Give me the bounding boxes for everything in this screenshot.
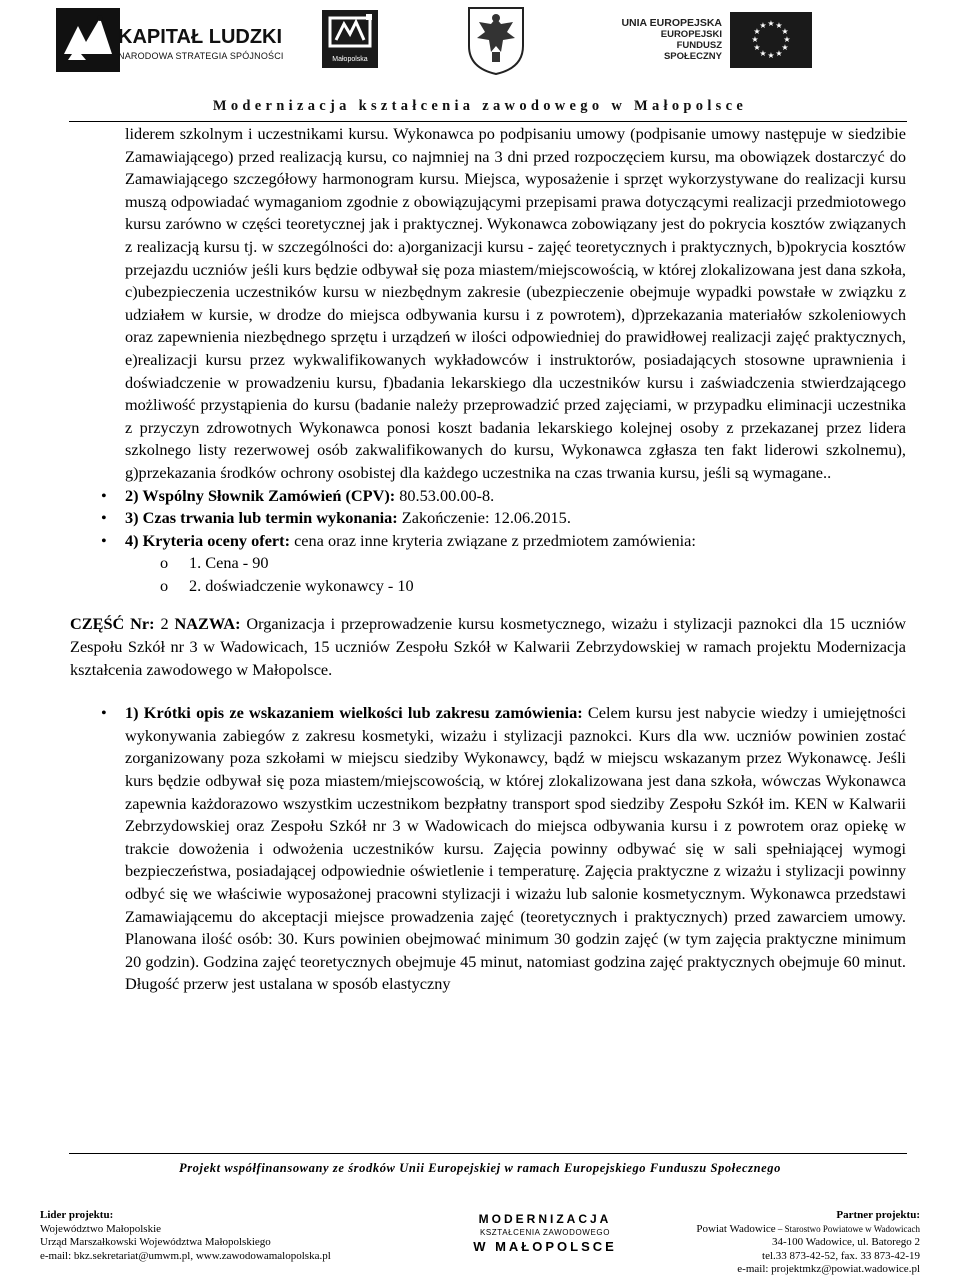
svg-text:★: ★	[775, 21, 783, 30]
eagle-crest-icon	[465, 4, 527, 76]
partner-line2: 34-100 Wadowice, ul. Batorego 2	[772, 1236, 920, 1248]
malopolska-logo	[322, 10, 378, 68]
partner-title: Partner projektu:	[836, 1209, 920, 1221]
criteria-label: 4) Kryteria oceny ofert:	[125, 530, 290, 550]
eu-logo	[620, 12, 820, 70]
svg-text:★: ★	[767, 19, 775, 28]
list-item-duration	[101, 507, 906, 530]
circle-bullet-icon: o	[160, 553, 169, 573]
partner-line1	[696, 1223, 920, 1237]
circle-bullet-icon: o	[160, 575, 169, 595]
bullet-icon: •	[101, 703, 107, 723]
bullet-icon: •	[101, 485, 107, 505]
spacer	[70, 681, 906, 702]
cofinancing-note: Projekt współfinansowany ze środków Unii Europejskiej w ramach Europejskiego Funduszu Społecznego	[178, 1161, 782, 1175]
bullet-icon: •	[101, 530, 107, 550]
criteria-value: cena oraz inne kryteria związane z przedmiotem zamówienia:	[290, 530, 696, 550]
svg-text:★: ★	[759, 21, 767, 30]
partner-line4: e-mail: projektmkz@powiat.wadowice.pl	[737, 1263, 920, 1275]
eu-logo-line1: UNIA EUROPEJSKA	[621, 17, 722, 29]
criteria-experience-text: 2. doświadczenie wykonawcy - 10	[189, 575, 414, 595]
footer-leader	[40, 1209, 331, 1263]
cpv-label: 2) Wspólny Słownik Zamówień (CPV):	[125, 485, 396, 505]
kapital-ludzki-logo	[56, 8, 284, 72]
svg-text:★: ★	[775, 49, 783, 58]
criteria-item-experience	[160, 575, 906, 598]
part-name-text: Organizacja i przeprowadzenie kursu kosmetycznego, wizażu i stylizacji paznokci dla 15 uczniów Zespołu Szkół nr 3 w Wadowicach, 15 uczniów Zespołu Szkół w Kalwarii Zebrzydowskiej w ramach projektu Modernizacja kształcenia zawodowego w Małopolsce.	[70, 614, 906, 679]
cpv-value: 80.53.00.00-8.	[395, 485, 495, 505]
project-logo-line2: KSZTAŁCENIA ZAWODOWEGO	[479, 1228, 611, 1237]
description-text: Celem kursu jest nabycie wiedzy i umiejętności wykonywania zabiegów z zakresu kosmetyki, wizażu i stylizacji paznokci. Kurs dla ww. uczniów powinien zostać zorganizowany poza szkołami w miejscu siedziby Wykonawcy, bądź w miejscu wskazanym przez Wykonawcę. Jeśli kurs będzie odbywał się poza miastem/miejscowością, w której zlokalizowana jest dana szkoła, wówczas Wykonawca zapewnia każdorazowo wszystkim uczestnikom bezpłatny transport spod siedziby Zespołu Szkół im. KEN w Kalwarii Zebrzydowskiej oraz Zespołu Szkół nr 3 w Wadowicach do miejsca odbywania kursu i z powrotem oraz opiekę w trakcie dowożenia i odwożenia uczestników kursu. Zajęcia powinny odbywać się w sali spełniającej wymogi bezpieczeństwa, posiadającej odpowiednie oświetlenie i temperaturę. Zajęcia praktyczne z wizażu i stylizacji powinny odbyć się we właściwie wyposażonej pracowni stylizacji i wizażu lub salonie kosmetycznym. Wykonawca przedstawi Zamawiającemu do akceptacji miejsce prowadzenia zajęć (teoretycznych i praktycznych) przed zawarciem umowy. Planowana ilość osób: 30. Kurs powinien obejmować minimum 30 godzin zajęć (w tym zajęcia praktyczne minimum 20 godzin). Godzina zajęć teoretycznych obejmuje 45 minut, natomiast godzina zajęć praktycznych obejmuje 60 minut. Długość przerw jest ustalana w sposób elastyczny	[125, 703, 907, 994]
list-item-cpv	[101, 485, 906, 508]
continuation-paragraph: liderem szkolnym i uczestnikami kursu. Wykonawca po podpisaniu umowy (podpisanie umowy następuje w siedzibie Zamawiającego) przed realizacją kursu, co najmniej na 3 dni przed rozpoczęciem kursu, ma obowiązek dostarczyć do Zamawiającego szczegółowy harmonogram kursu. Miejsca, wyposażenie i sprzęt wykorzystywane do realizacji kursu muszą odpowiadać wymaganiom zgodnie z obowiązującymi przepisami prawa dotyczącymi realizacji przedmiotowego kursu zarówno w części teoretycznej jak i praktycznej. Wykonawca zobowiązany jest do pokrycia kosztów związanych z realizacją kursu tj. w szczególności do: a)organizacji kursu - zajęć teoretycznych i praktycznych, b)pokrycia kosztów przejazdu uczniów jeśli kurs będzie odbywał się poza miastem/miejscowością, w której zlokalizowana jest dana szkoła, c)ubezpieczenia uczestników kursu w niezbędnym zakresie (ubezpieczenie obejmuje wypadki powstałe w związku z udziałem w kursie, w drodze do miejsca odbywania kursu i z powrotem), d)przekazania materiałów szkoleniowych oraz zapewnienia niezbędnego sprzętu i urządzeń w ilości odpowiedniej do prawidłowej realizacji zajęć praktycznych, e)realizacji kursu przez wykwalifikowanych wykładowców i instruktorów, posiadających stosowne uprawnienia i doświadczenie w prowadzeniu kursu, f)badania lekarskiego dla uczestników kursu i zaświadczenia stwierdzającego możliwość przystąpienia do kursu (badanie należy przeprowadzić przed zajęciami, w przypadku eliminacji uczestnika z przyczyn zdrowotnych Wykonawca ponosi koszt badania lekarskiego kolejnej osoby z przekazanej przez lidera szkolnego listy rezerwowej osób zakwalifikowanych do kursu, Wykonawca zgłasza ten fakt liderowi szkolnemu), g)przekazania środków ochrony osobistej dla każdego uczestnika na czas trwania kursu, jeśli są wymagane..	[125, 124, 906, 482]
duration-value: Zakończenie: 12.06.2015.	[397, 508, 571, 528]
leader-line3: e-mail: bkz.sekretariat@umwm.pl, www.zawodowamalopolska.pl	[40, 1249, 331, 1262]
partner-line3: tel.33 873-42-52, fax. 33 873-42-19	[762, 1249, 920, 1262]
eu-flag-icon	[730, 12, 812, 68]
svg-text:★: ★	[781, 27, 789, 36]
description-label: 1) Krótki opis ze wskazaniem wielkości lub zakresu zamówienia:	[125, 703, 583, 723]
kapital-ludzki-title: KAPITAŁ LUDZKI	[118, 26, 283, 48]
duration-label: 3) Czas trwania lub termin wykonania:	[125, 508, 398, 528]
page-header	[0, 0, 960, 122]
svg-text:★: ★	[783, 35, 791, 44]
part-number: 2	[154, 614, 175, 634]
partner-office: – Starostwo Powiatowe w Wadowicach	[775, 1223, 920, 1234]
partner-name: Powiat Wadowice	[696, 1222, 776, 1235]
svg-text:★: ★	[753, 27, 761, 36]
kapital-ludzki-subtitle: NARODOWA STRATEGIA SPÓJNOŚCI	[118, 51, 284, 61]
part-name-label: NAZWA:	[174, 614, 241, 634]
criteria-item-price	[160, 552, 906, 575]
project-tagline: Modernizacja kształcenia zawodowego w Małopolsce	[212, 98, 748, 114]
footer-partner	[696, 1209, 920, 1277]
leader-title: Lider projektu:	[40, 1209, 114, 1221]
footer-divider	[69, 1153, 907, 1154]
part-heading-paragraph	[70, 613, 906, 681]
eu-logo-line2: EUROPEJSKI	[660, 29, 722, 40]
project-logo-line1: MODERNIZACJA	[478, 1212, 612, 1226]
list-item-criteria	[101, 530, 906, 553]
criteria-price-text: 1. Cena - 90	[189, 553, 269, 573]
eu-logo-text	[620, 18, 722, 62]
eu-logo-line3: FUNDUSZ SPOŁECZNY	[663, 40, 722, 62]
kapital-ludzki-emblem-icon	[56, 8, 120, 72]
svg-text:★: ★	[751, 35, 759, 44]
bullet-icon: •	[101, 508, 107, 528]
footer-project-logo	[470, 1212, 620, 1254]
svg-text:★: ★	[781, 43, 789, 52]
header-divider	[69, 121, 907, 122]
part-label: CZĘŚĆ Nr:	[70, 614, 155, 634]
malopolska-label: Małopolska	[332, 56, 368, 63]
project-logo-line3: W MAŁOPOLSCE	[473, 1239, 617, 1254]
svg-text:★: ★	[767, 51, 775, 60]
svg-text:★: ★	[759, 49, 767, 58]
leader-line1: Województwo Małopolskie	[40, 1222, 162, 1235]
malopolska-emblem-icon	[322, 10, 378, 54]
leader-line2: Urząd Marszałkowski Województwa Małopolskiego	[40, 1236, 271, 1248]
list-item-description	[101, 702, 907, 996]
document-body	[70, 123, 906, 996]
svg-text:★: ★	[753, 43, 761, 52]
